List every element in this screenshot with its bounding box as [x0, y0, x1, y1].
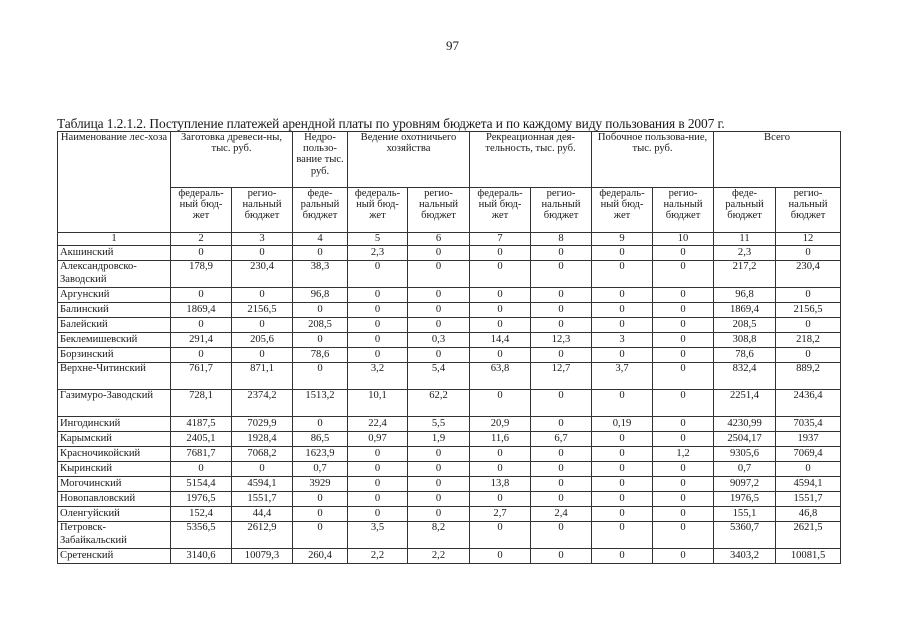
value-cell: 4594,1 — [776, 477, 841, 492]
value-cell: 0 — [171, 462, 232, 477]
forestry-name-cell: Ингодинский — [58, 417, 171, 432]
value-cell: 10081,5 — [776, 549, 841, 564]
value-cell: 0 — [470, 549, 531, 564]
forestry-name-cell: Кыринский — [58, 462, 171, 477]
value-cell: 0 — [408, 492, 470, 507]
value-cell: 0 — [653, 432, 714, 447]
value-cell: 2504,17 — [714, 432, 776, 447]
value-cell: 7068,2 — [232, 447, 293, 462]
column-index: 8 — [531, 233, 592, 246]
table-row — [58, 333, 841, 348]
value-cell: 0 — [470, 261, 531, 288]
value-cell: 96,8 — [714, 288, 776, 303]
value-cell: 217,2 — [714, 261, 776, 288]
forestry-name-cell: Верхне-Читинский — [58, 363, 171, 390]
value-cell: 0 — [408, 462, 470, 477]
value-cell: 0 — [470, 492, 531, 507]
header-sub-cell: регио-нальный бюджет — [531, 188, 592, 233]
value-cell: 2156,5 — [776, 303, 841, 318]
value-cell: 78,6 — [714, 348, 776, 363]
forestry-name-cell: Сретенский — [58, 549, 171, 564]
value-cell: 7029,9 — [232, 417, 293, 432]
header-group-total: Всего — [714, 132, 841, 188]
value-cell: 260,4 — [293, 549, 348, 564]
value-cell: 0 — [470, 522, 531, 549]
value-cell: 96,8 — [293, 288, 348, 303]
value-cell: 2,3 — [348, 246, 408, 261]
value-cell: 10,1 — [348, 390, 408, 417]
value-cell: 4187,5 — [171, 417, 232, 432]
value-cell: 0 — [348, 477, 408, 492]
value-cell: 2,2 — [348, 549, 408, 564]
value-cell: 0 — [531, 447, 592, 462]
value-cell: 0 — [653, 303, 714, 318]
value-cell: 0 — [592, 462, 653, 477]
value-cell: 0 — [470, 447, 531, 462]
value-cell: 2621,5 — [776, 522, 841, 549]
header-group-row — [58, 132, 841, 188]
value-cell: 0 — [408, 447, 470, 462]
value-cell: 0 — [348, 447, 408, 462]
value-cell: 208,5 — [714, 318, 776, 333]
value-cell: 0 — [653, 348, 714, 363]
value-cell: 0 — [592, 522, 653, 549]
column-index: 1 — [58, 233, 171, 246]
value-cell: 1,2 — [653, 447, 714, 462]
value-cell: 0 — [653, 549, 714, 564]
header-sub-cell: федераль-ный бюд-жет — [592, 188, 653, 233]
value-cell: 0 — [232, 348, 293, 363]
value-cell: 0 — [653, 462, 714, 477]
value-cell: 178,9 — [171, 261, 232, 288]
column-index: 3 — [232, 233, 293, 246]
table-row — [58, 417, 841, 432]
value-cell: 0 — [470, 318, 531, 333]
value-cell: 0 — [408, 261, 470, 288]
value-cell: 7035,4 — [776, 417, 841, 432]
value-cell: 2,7 — [470, 507, 531, 522]
value-cell: 0 — [348, 318, 408, 333]
value-cell: 0 — [653, 318, 714, 333]
value-cell: 1928,4 — [232, 432, 293, 447]
value-cell: 3140,6 — [171, 549, 232, 564]
value-cell: 0 — [592, 261, 653, 288]
table-row — [58, 447, 841, 462]
value-cell: 0 — [592, 288, 653, 303]
value-cell: 0 — [408, 288, 470, 303]
value-cell: 3929 — [293, 477, 348, 492]
header-sub-cell: федераль-ный бюд-жет — [171, 188, 232, 233]
value-cell: 0 — [293, 507, 348, 522]
header-sub-cell: регио-нальный бюджет — [653, 188, 714, 233]
value-cell: 728,1 — [171, 390, 232, 417]
value-cell: 0 — [232, 288, 293, 303]
header-sub-cell: феде-ральный бюджет — [293, 188, 348, 233]
table-row — [58, 303, 841, 318]
value-cell: 0 — [531, 348, 592, 363]
table-row — [58, 246, 841, 261]
value-cell: 0 — [592, 318, 653, 333]
value-cell: 1869,4 — [171, 303, 232, 318]
value-cell: 12,3 — [531, 333, 592, 348]
value-cell: 38,3 — [293, 261, 348, 288]
value-cell: 1,9 — [408, 432, 470, 447]
column-index: 7 — [470, 233, 531, 246]
value-cell: 0 — [348, 348, 408, 363]
value-cell: 3 — [592, 333, 653, 348]
value-cell: 0 — [348, 507, 408, 522]
header-group-timber: Заготовка древеси-ны, тыс. руб. — [171, 132, 293, 188]
value-cell: 0 — [776, 246, 841, 261]
value-cell: 22,4 — [348, 417, 408, 432]
header-group-recreation: Рекреационная дея-тельность, тыс. руб. — [470, 132, 592, 188]
value-cell: 0 — [408, 507, 470, 522]
value-cell: 14,4 — [470, 333, 531, 348]
value-cell: 0 — [592, 432, 653, 447]
value-cell: 761,7 — [171, 363, 232, 390]
value-cell: 1551,7 — [776, 492, 841, 507]
value-cell: 2,2 — [408, 549, 470, 564]
value-cell: 10079,3 — [232, 549, 293, 564]
value-cell: 0 — [408, 477, 470, 492]
value-cell: 0 — [776, 318, 841, 333]
value-cell: 0 — [348, 288, 408, 303]
value-cell: 0 — [531, 549, 592, 564]
value-cell: 5356,5 — [171, 522, 232, 549]
value-cell: 0 — [592, 492, 653, 507]
column-index: 12 — [776, 233, 841, 246]
value-cell: 308,8 — [714, 333, 776, 348]
value-cell: 0 — [531, 522, 592, 549]
table-row — [58, 549, 841, 564]
value-cell: 1976,5 — [171, 492, 232, 507]
header-sub-row — [58, 188, 841, 233]
forestry-name-cell: Газимуро-Заводский — [58, 390, 171, 417]
value-cell: 0 — [348, 261, 408, 288]
value-cell: 871,1 — [232, 363, 293, 390]
value-cell: 0 — [592, 390, 653, 417]
value-cell: 0 — [232, 246, 293, 261]
column-index: 9 — [592, 233, 653, 246]
value-cell: 0 — [653, 477, 714, 492]
value-cell: 78,6 — [293, 348, 348, 363]
value-cell: 0 — [653, 246, 714, 261]
value-cell: 0 — [531, 261, 592, 288]
value-cell: 86,5 — [293, 432, 348, 447]
value-cell: 0 — [531, 318, 592, 333]
value-cell: 5,5 — [408, 417, 470, 432]
value-cell: 0 — [776, 348, 841, 363]
value-cell: 0 — [171, 246, 232, 261]
value-cell: 0 — [592, 447, 653, 462]
value-cell: 0,19 — [592, 417, 653, 432]
header-sub-cell: феде-ральный бюджет — [714, 188, 776, 233]
value-cell: 0,7 — [293, 462, 348, 477]
value-cell: 230,4 — [232, 261, 293, 288]
value-cell: 9097,2 — [714, 477, 776, 492]
value-cell: 0 — [531, 417, 592, 432]
table-row — [58, 348, 841, 363]
value-cell: 0 — [293, 303, 348, 318]
value-cell: 0 — [232, 318, 293, 333]
page-number: 97 — [446, 38, 459, 53]
value-cell: 152,4 — [171, 507, 232, 522]
table-caption: Таблица 1.2.1.2. Поступление платежей арендной платы по уровням бюджета и по каждому виду пользования в 2007 г. — [57, 116, 725, 131]
value-cell: 0 — [470, 390, 531, 417]
value-cell: 2374,2 — [232, 390, 293, 417]
value-cell: 0 — [470, 348, 531, 363]
value-cell: 0 — [293, 417, 348, 432]
forestry-name-cell: Аргунский — [58, 288, 171, 303]
value-cell: 0 — [348, 462, 408, 477]
value-cell: 155,1 — [714, 507, 776, 522]
value-cell: 0 — [293, 492, 348, 507]
value-cell: 1869,4 — [714, 303, 776, 318]
value-cell: 4594,1 — [232, 477, 293, 492]
value-cell: 0 — [470, 462, 531, 477]
column-index: 10 — [653, 233, 714, 246]
value-cell: 0 — [653, 363, 714, 390]
payments-table — [57, 131, 841, 564]
value-cell: 0 — [348, 492, 408, 507]
value-cell: 889,2 — [776, 363, 841, 390]
value-cell: 0 — [531, 246, 592, 261]
value-cell: 0 — [776, 462, 841, 477]
value-cell: 0 — [592, 246, 653, 261]
header-name-cell: Наименование лес-хоза — [58, 132, 171, 233]
column-index: 6 — [408, 233, 470, 246]
column-index: 4 — [293, 233, 348, 246]
value-cell: 0 — [653, 390, 714, 417]
forestry-name-cell: Балинский — [58, 303, 171, 318]
value-cell: 205,6 — [232, 333, 293, 348]
value-cell: 5154,4 — [171, 477, 232, 492]
value-cell: 0 — [653, 261, 714, 288]
header-group-hunting: Ведение охотничьего хозяйства — [348, 132, 470, 188]
header-index-row — [58, 233, 841, 246]
value-cell: 208,5 — [293, 318, 348, 333]
value-cell: 0 — [653, 507, 714, 522]
table-row — [58, 363, 841, 390]
value-cell: 0,7 — [714, 462, 776, 477]
value-cell: 230,4 — [776, 261, 841, 288]
value-cell: 3,2 — [348, 363, 408, 390]
value-cell: 0 — [408, 348, 470, 363]
header-sub-cell: регио-нальный бюджет — [776, 188, 841, 233]
forestry-name-cell: Акшинский — [58, 246, 171, 261]
table-row — [58, 390, 841, 417]
value-cell: 0 — [470, 246, 531, 261]
value-cell: 0 — [171, 288, 232, 303]
value-cell: 0 — [653, 417, 714, 432]
forestry-name-cell: Балейский — [58, 318, 171, 333]
value-cell: 2,3 — [714, 246, 776, 261]
header-sub-cell: федераль-ный бюд-жет — [348, 188, 408, 233]
value-cell: 0 — [653, 522, 714, 549]
table-row — [58, 288, 841, 303]
value-cell: 832,4 — [714, 363, 776, 390]
value-cell: 0 — [531, 462, 592, 477]
value-cell: 2,4 — [531, 507, 592, 522]
value-cell: 0 — [293, 522, 348, 549]
value-cell: 8,2 — [408, 522, 470, 549]
forestry-name-cell: Беклемишевский — [58, 333, 171, 348]
value-cell: 0 — [592, 549, 653, 564]
header-sub-cell: регио-нальный бюджет — [408, 188, 470, 233]
forestry-name-cell: Петровск-Забайкальский — [58, 522, 171, 549]
value-cell: 5360,7 — [714, 522, 776, 549]
value-cell: 2436,4 — [776, 390, 841, 417]
column-index: 11 — [714, 233, 776, 246]
value-cell: 12,7 — [531, 363, 592, 390]
table-row — [58, 462, 841, 477]
value-cell: 44,4 — [232, 507, 293, 522]
value-cell: 0 — [348, 333, 408, 348]
column-index: 2 — [171, 233, 232, 246]
value-cell: 0 — [531, 492, 592, 507]
table-row — [58, 522, 841, 549]
header-group-secondary-use: Побочное пользова-ние, тыс. руб. — [592, 132, 714, 188]
value-cell: 0 — [653, 492, 714, 507]
value-cell: 0,3 — [408, 333, 470, 348]
value-cell: 2251,4 — [714, 390, 776, 417]
value-cell: 0 — [653, 333, 714, 348]
value-cell: 0 — [171, 318, 232, 333]
value-cell: 0 — [348, 303, 408, 318]
value-cell: 2612,9 — [232, 522, 293, 549]
value-cell: 2156,5 — [232, 303, 293, 318]
value-cell: 0 — [592, 507, 653, 522]
table-row — [58, 492, 841, 507]
value-cell: 0 — [408, 318, 470, 333]
value-cell: 0 — [293, 246, 348, 261]
forestry-name-cell: Красночикойский — [58, 447, 171, 462]
table-row — [58, 261, 841, 288]
value-cell: 20,9 — [470, 417, 531, 432]
forestry-name-cell: Борзинский — [58, 348, 171, 363]
value-cell: 63,8 — [470, 363, 531, 390]
value-cell: 13,8 — [470, 477, 531, 492]
value-cell: 2405,1 — [171, 432, 232, 447]
value-cell: 46,8 — [776, 507, 841, 522]
forestry-name-cell: Оленгуйский — [58, 507, 171, 522]
value-cell: 0 — [776, 288, 841, 303]
value-cell: 291,4 — [171, 333, 232, 348]
table-row — [58, 477, 841, 492]
table-row — [58, 318, 841, 333]
forestry-name-cell: Карымский — [58, 432, 171, 447]
value-cell: 0 — [293, 363, 348, 390]
value-cell: 1976,5 — [714, 492, 776, 507]
header-sub-cell: регио-нальный бюджет — [232, 188, 293, 233]
value-cell: 0 — [408, 303, 470, 318]
value-cell: 0 — [408, 246, 470, 261]
value-cell: 0 — [531, 288, 592, 303]
value-cell: 0 — [592, 303, 653, 318]
value-cell: 0 — [171, 348, 232, 363]
value-cell: 0 — [293, 333, 348, 348]
value-cell: 3,5 — [348, 522, 408, 549]
value-cell: 0 — [232, 462, 293, 477]
value-cell: 3,7 — [592, 363, 653, 390]
value-cell: 0 — [653, 288, 714, 303]
value-cell: 0 — [470, 303, 531, 318]
value-cell: 0 — [592, 477, 653, 492]
value-cell: 4230,99 — [714, 417, 776, 432]
column-index: 5 — [348, 233, 408, 246]
value-cell: 0 — [531, 303, 592, 318]
value-cell: 0 — [531, 477, 592, 492]
value-cell: 1551,7 — [232, 492, 293, 507]
value-cell: 7069,4 — [776, 447, 841, 462]
value-cell: 218,2 — [776, 333, 841, 348]
value-cell: 0 — [470, 288, 531, 303]
value-cell: 6,7 — [531, 432, 592, 447]
value-cell: 1623,9 — [293, 447, 348, 462]
table-row — [58, 507, 841, 522]
header-sub-cell: федераль-ный бюд-жет — [470, 188, 531, 233]
table-row — [58, 432, 841, 447]
value-cell: 7681,7 — [171, 447, 232, 462]
value-cell: 1513,2 — [293, 390, 348, 417]
value-cell: 0 — [592, 348, 653, 363]
value-cell: 5,4 — [408, 363, 470, 390]
forestry-name-cell: Могочинский — [58, 477, 171, 492]
value-cell: 9305,6 — [714, 447, 776, 462]
forestry-name-cell: Александровско-Заводский — [58, 261, 171, 288]
value-cell: 1937 — [776, 432, 841, 447]
header-group-subsoil: Недро-пользо-вание тыс. руб. — [293, 132, 348, 188]
value-cell: 3403,2 — [714, 549, 776, 564]
value-cell: 62,2 — [408, 390, 470, 417]
value-cell: 0 — [531, 390, 592, 417]
forestry-name-cell: Новопавловский — [58, 492, 171, 507]
value-cell: 0,97 — [348, 432, 408, 447]
value-cell: 11,6 — [470, 432, 531, 447]
